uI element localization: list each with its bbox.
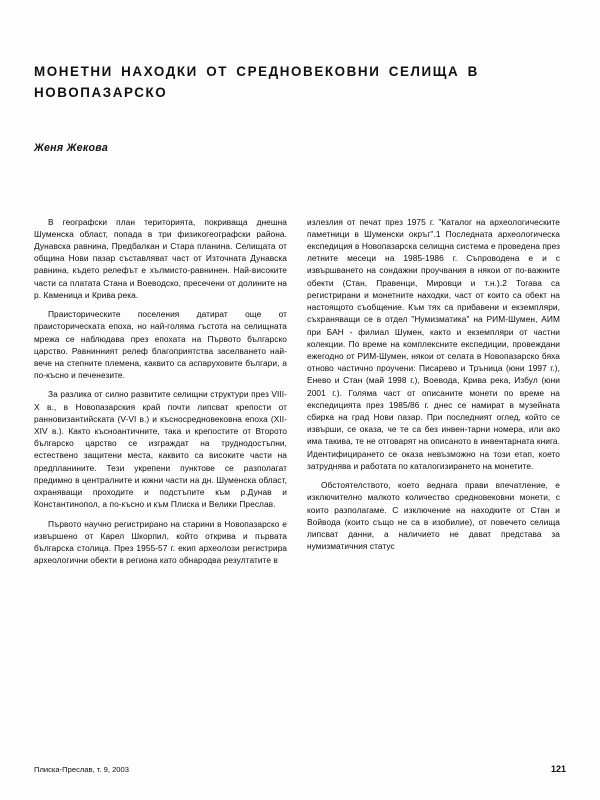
paragraph: излезлия от печат през 1975 г. "Каталог на археологическите паметници в Шуменски окръг".1 Последната археологическа експедиция в Новопазарска селищна система е проведена през летните месеци на 1985-1986 г. Съпроводена е и с извършването на сондажни проучвания в някои от по-важните обекти (Стан, Правенци, Мировци и т.н.).2 Тогава са регистрирани и монетните находки, част от които са обект на настоящото съобщение. Към тях са прибавени и екземпляри, съхраняващи се в отдел "Нумизматика" на РИМ-Шумен, АИМ при БАН - филиал Шумен, както и екземпляри от частни колекции. По време на комплексните експедиции, провеждани ежегодно от РИМ-Шумен, някои от селата в Новопазарско бяха отново частично проучени: Писарево и Тръница (юни 1997 г.), Енево и Стан (май 1998 г.), Воевода, Крива река, Избул (юни 2001 г.). Голяма част от описаните монети по време на експедицията през 1985/86 г. днес се намират в музейната сбирка на град Нови пазар. При последният оглед, който се извърши, се оказа, че те са без инвен-тарни номера, или ако има такива, те не отговарят на описаното в инвентарната книга. Идентифицирането се оказа невъзможно на този етап, което затруднява и работата по каталогизирането на монетите. xyxy=(307,216,560,471)
page-title: МОНЕТНИ НАХОДКИ ОТ СРЕДНОВЕКОВНИ СЕЛИЩА В НОВОПАЗАРСКО xyxy=(34,64,479,100)
column-right xyxy=(307,216,560,567)
footer-source: Плиска-Преслав, т. 9, 2003 xyxy=(34,765,129,774)
page-footer xyxy=(34,764,566,774)
paragraph: За разлика от силно развитите селищни структури през VIII-X в., в Новопазарския край почти липсват крепости от ранновизантийската (V-VI в.) и къснoсредновековна епоха (XII-XIV в.). Както къснoантичните, така и крепостите от Второто българско царство се изграждат на труднодостъпни, естествено защитени места, каквито са високите части на предпланините. Тези укрепени пунктове се разполагат предимно в централните и южни части на дн. Шуменска област, охраняващи проходите и подстъпите към р.Дунав и Константинопол, а по-късно и към Плиска и Велики Преслав. xyxy=(34,389,287,510)
column-left xyxy=(34,216,287,567)
body-columns xyxy=(34,216,566,567)
paragraph: В географски план територията, покриваща днешна Шуменска област, попада в три физикогеографски района. Дунавска равнина, Предбалкан и Стара планина. Селищата от община Нови пазар съставляват част от Източната Дунавска равнина, където релефът е хълмисто-равнинен. Най-високите части са платата Стана и Воеводско, пресечени от долините на р. Каменица и Крива река. xyxy=(34,216,287,300)
author-name: Женя Жекова xyxy=(34,141,109,154)
page-number: 121 xyxy=(550,764,566,774)
paragraph: Първото научно регистрирано на старини в Новопазарско е извършено от Карел Шкорпил, който открива и първата българска столица. През 1955-57 г. екип археолози регистрира археологични обекти в региона като обнародва резултатите в xyxy=(34,518,287,566)
paragraph: Праисторическите поселения датират още от праисторическата епоха, но най-голяма гъстота на селищната мрежа се наблюдава през епохата на Първото българско царство. Равнинният релеф благоприятства заселването най-вече на степните племена, каквито са аспаруховите българи, а по-късно и печенезите. xyxy=(34,309,287,381)
paragraph: Обстоятелството, което веднага прави впечатление, е изключително малкото количество средновековни монети, с които разполагаме. С изключение на находките от Стан и Войвода (които също не са в изобилие), от повечето селища липсват данни, а наличието не дават представа за нумизматичния статус xyxy=(307,480,560,552)
